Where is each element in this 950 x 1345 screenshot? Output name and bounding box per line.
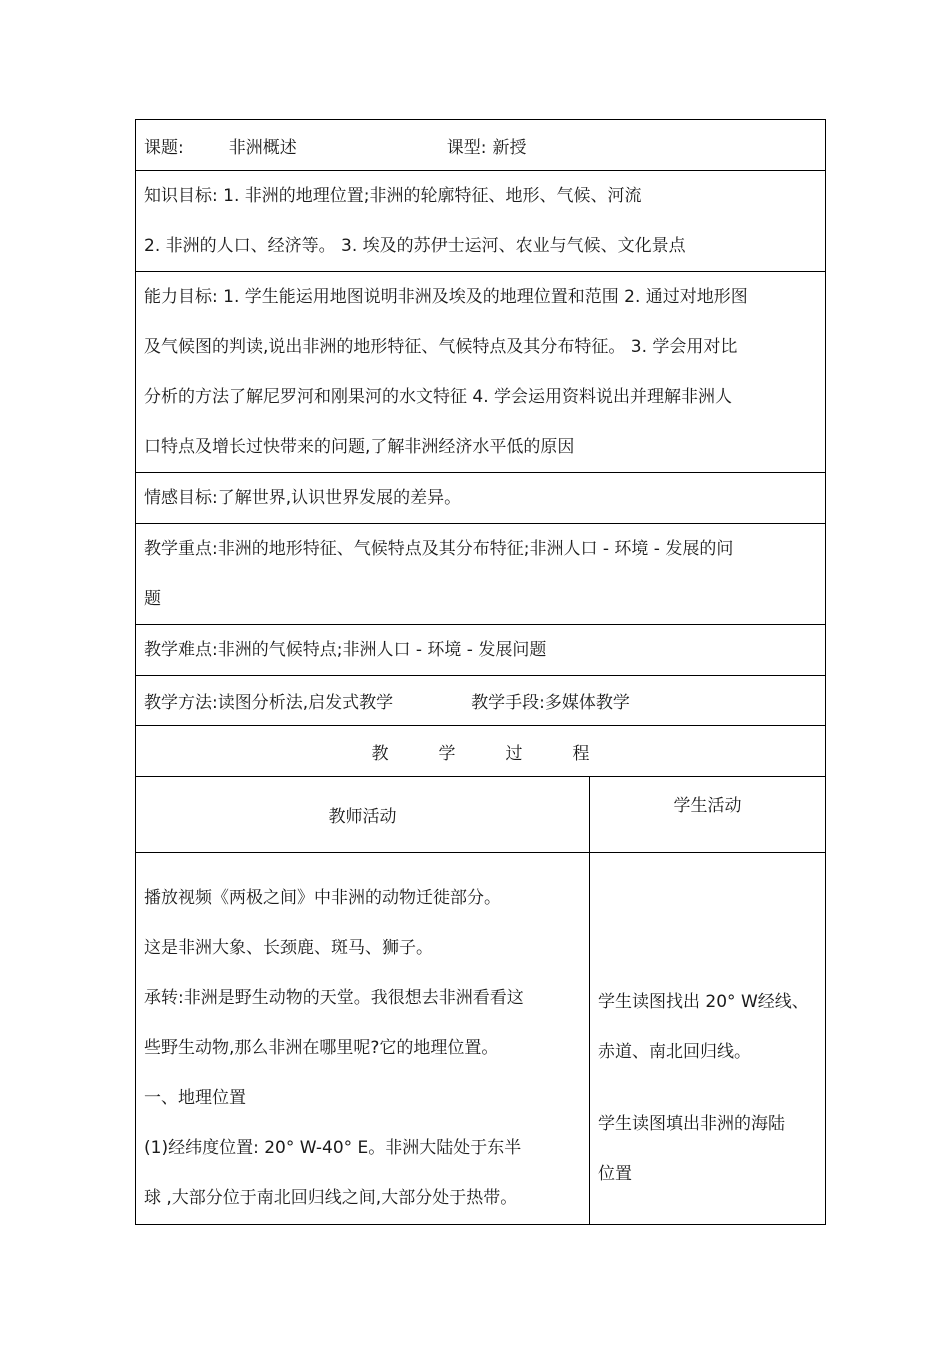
ability-line-3: 分析的方法了解尼罗河和刚果河的水文特征 4. 学会运用资料说出并理解非洲人 bbox=[144, 387, 733, 407]
teaching-means: 教学手段:多媒体教学 bbox=[471, 693, 630, 713]
type-value: 新授 bbox=[492, 137, 527, 158]
teacher-line: 这是非洲大象、长颈鹿、斑马、狮子。 bbox=[144, 938, 433, 958]
difficulty-row bbox=[136, 625, 826, 676]
knowledge-line-1: 知识目标: 1. 非洲的地理位置;非洲的轮廓特征、地形、气候、河流 bbox=[144, 186, 642, 206]
ability-line-2: 及气候图的判读,说出非洲的地形特征、气候特点及其分布特征。 3. 学会用对比 bbox=[144, 337, 738, 357]
activity-content-row bbox=[136, 853, 826, 1225]
lesson-plan-table bbox=[135, 119, 826, 1225]
student-activity-cell bbox=[590, 853, 826, 1225]
ability-row bbox=[136, 272, 826, 473]
subject-value: 非洲概述 bbox=[228, 137, 297, 158]
teacher-line: 球 ,大部分位于南北回归线之间,大部分处于热带。 bbox=[144, 1188, 518, 1208]
knowledge-line-2: 2. 非洲的人口、经济等。 3. 埃及的苏伊士运河、农业与气候、文化景点 bbox=[144, 236, 686, 256]
teaching-method: 教学方法:读图分析法,启发式教学 bbox=[144, 693, 394, 713]
student-line: 位置 bbox=[598, 1164, 632, 1184]
key-points-line-1: 教学重点:非洲的地形特征、气候特点及其分布特征;非洲人口 - 环境 - 发展的问 bbox=[144, 539, 734, 559]
knowledge-row bbox=[136, 171, 826, 272]
emotion-goal: 情感目标:了解世界,认识世界发展的差异。 bbox=[144, 488, 462, 508]
student-line: 赤道、南北回归线。 bbox=[598, 1042, 751, 1062]
teacher-line: 承转:非洲是野生动物的天堂。我很想去非洲看看这 bbox=[144, 988, 524, 1008]
method-row bbox=[136, 676, 826, 726]
student-line: 学生读图找出 20° W经线、 bbox=[598, 992, 809, 1012]
header-row bbox=[136, 120, 826, 171]
key-points-row bbox=[136, 524, 826, 625]
teacher-line: 些野生动物,那么非洲在哪里呢?它的地理位置。 bbox=[144, 1038, 499, 1058]
ability-line-4: 口特点及增长过快带来的问题,了解非洲经济水平低的原因 bbox=[144, 437, 575, 457]
type-label: 课型: bbox=[446, 137, 487, 158]
column-header-row bbox=[136, 777, 826, 853]
student-spacer bbox=[598, 1077, 817, 1099]
process-title-row bbox=[136, 726, 826, 777]
ability-line-1: 能力目标: 1. 学生能运用地图说明非洲及埃及的地理位置和范围 2. 通过对地形图 bbox=[144, 287, 748, 307]
process-title: 教 学 过 程 bbox=[136, 726, 826, 777]
student-line: 学生读图填出非洲的海陆 bbox=[598, 1114, 785, 1134]
teacher-activity-header: 教师活动 bbox=[136, 777, 590, 853]
teacher-line: 播放视频《两极之间》中非洲的动物迁徙部分。 bbox=[144, 888, 501, 908]
teacher-activity-cell bbox=[136, 853, 590, 1225]
difficulty-points: 教学难点:非洲的气候特点;非洲人口 - 环境 - 发展问题 bbox=[144, 640, 547, 660]
key-points-line-2: 题 bbox=[144, 589, 161, 609]
student-activity-header: 学生活动 bbox=[590, 777, 826, 853]
emotion-row bbox=[136, 473, 826, 524]
teacher-line: (1)经纬度位置: 20° W-40° E。非洲大陆处于东半 bbox=[144, 1138, 522, 1158]
teacher-line: 一、地理位置 bbox=[144, 1088, 246, 1108]
subject-label: 课题: bbox=[144, 137, 184, 158]
